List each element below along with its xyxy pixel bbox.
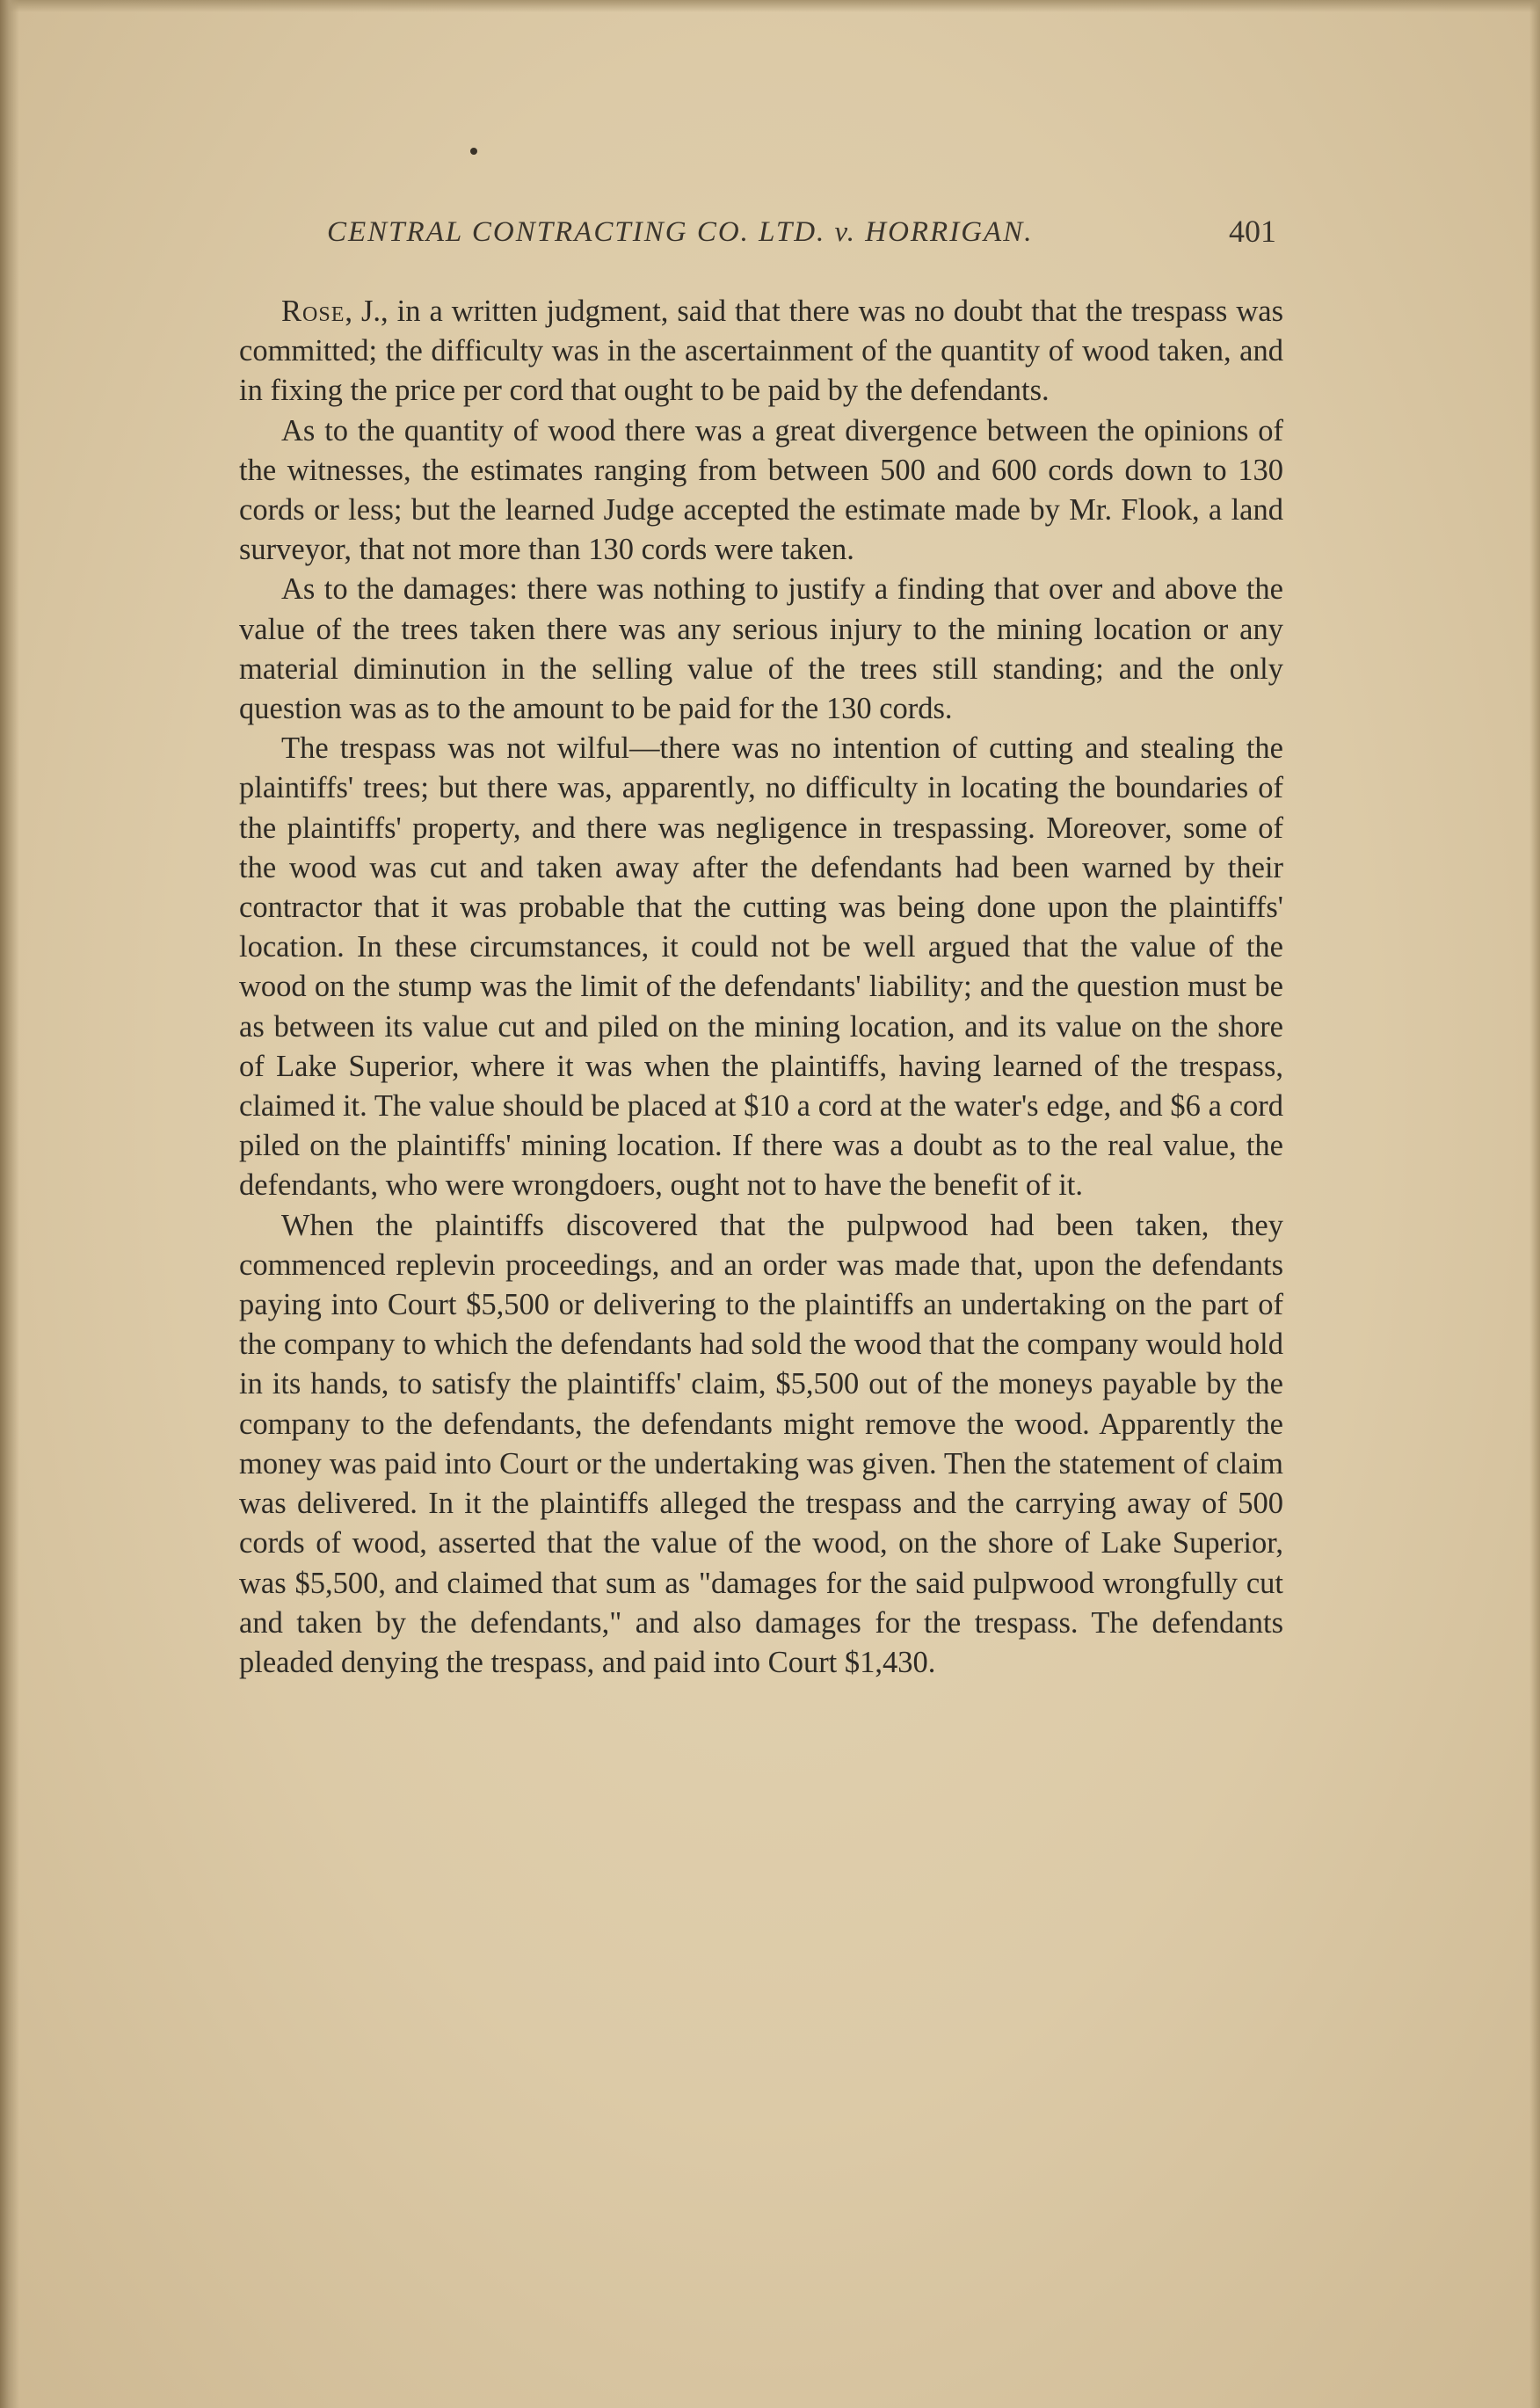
- paragraph-3: As to the damages: there was nothing to justify a finding that over and above the value of the trees taken there was any serious injury to the mining location or any material diminution in the selling value of the trees still standing; and the only question was as to the amount to be paid for the 130 cords.: [239, 572, 1283, 726]
- paragraph-4: The trespass was not wilful—there was no intention of cutting and stealing the plaintiffs' trees; but there was, apparently, no difficulty in locating the boundaries of the plaintiffs' property, and there was negligence in trespassing. Moreover, some of the wood was cut and taken away after the defendants had been warned by their contractor that it was probable that the cutting was being done upon the plaintiffs' location. In these circumstances, it could not be well argued that the value of the wood on the stump was the limit of the defendants' liability; and the question must be as between its value cut and piled on the mining location, and its value on the shore of Lake Superior, where it was when the plaintiffs, having learned of the trespass, claimed it. The value should be placed at $10 a cord at the water's edge, and $6 a cord piled on the plaintiffs' mining location. If there was a doubt as to the real value, the defendants, who were wrongdoers, ought not to have the benefit of it.: [239, 731, 1283, 1203]
- paragraph-2: As to the quantity of wood there was a great divergence between the opinions of the witnesses, the estimates ranging from between 500 and 600 cords down to 130 cords or less; but the learned Judge accepted the estimate made by Mr. Flook, a land surveyor, that not more than 130 cords were taken.: [239, 413, 1283, 567]
- paragraph-1-text: , J., in a written judgment, said that there was no doubt that the trespass was committed; the difficulty was in the ascertainment of the quantity of wood taken, and in fixing the price per cord that ought to be paid by the defendants.: [239, 295, 1283, 408]
- page-number: 401: [1229, 214, 1276, 249]
- ink-speck: [470, 148, 477, 155]
- page-edge-right: [1529, 0, 1540, 2408]
- paragraph-5: When the plaintiffs discovered that the pulpwood had been taken, they commenced replevin proceedings, and an order was made that, upon the defendants paying into Court $5,500 or delivering to the plaintiffs an undertaking on the part of the company to which the defendants had sold the wood that the company would hold in its hands, to satisfy the plaintiffs' claim, $5,500 out of the moneys payable by the company to the defendants, the defendants might remove the wood. Apparently the money was paid into Court or the undertaking was given. Then the statement of claim was delivered. In it the plaintiffs alleged the trespass and the carrying away of 500 cords of wood, asserted that the value of the wood, on the shore of Lake Superior, was $5,500, and claimed that sum as "damages for the said pulpwood wrongfully cut and taken by the defendants," and also damages for the trespass. The defendants pleaded denying the trespass, and paid into Court $1,430.: [239, 1208, 1283, 1679]
- page-edge-top: [0, 0, 1540, 12]
- running-head-title: CENTRAL CONTRACTING CO. LTD. v. HORRIGAN.: [327, 216, 1034, 248]
- body-text: [239, 292, 1283, 1683]
- page-binding-edge: [0, 0, 19, 2408]
- paragraph-1: [239, 292, 1283, 411]
- running-head: [239, 209, 1276, 262]
- judge-name: Rose: [281, 295, 345, 328]
